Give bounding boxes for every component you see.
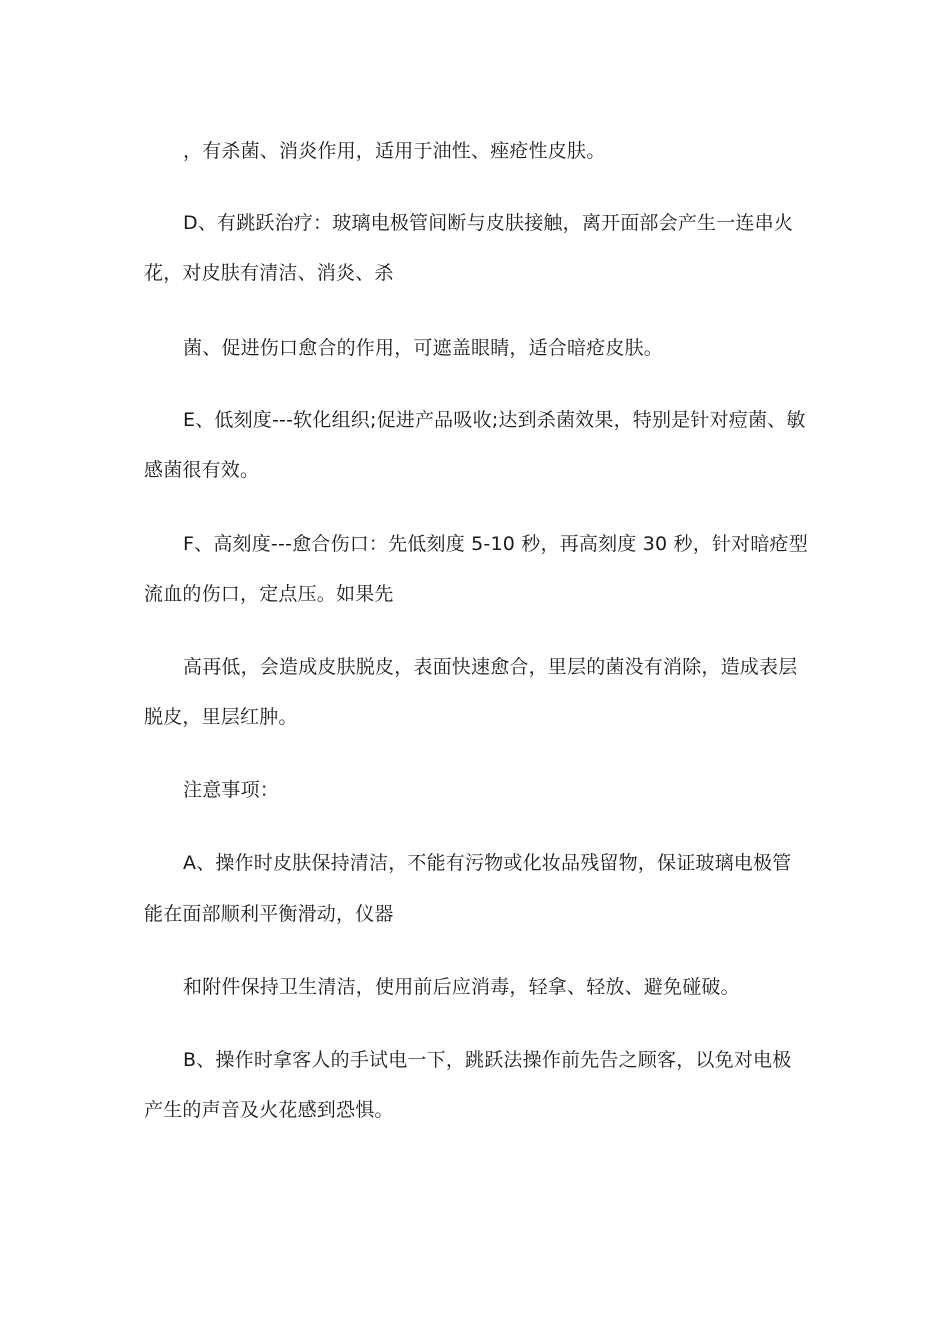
text-line-13: 能在面部顺利平衡滑动，仪器 (144, 903, 394, 925)
notes-heading: 注意事项： (183, 779, 280, 801)
text-line-7: F、高刻度---愈合伤口：先低刻度 5-10 秒，再高刻度 30 秒，针对暗疮型 (183, 533, 808, 555)
text-line-14: 和附件保持卫生清洁，使用前后应消毒，轻拿、轻放、避免碰破。 (183, 976, 740, 998)
text-line-10: 脱皮，里层红肿。 (144, 706, 298, 728)
text-line-16: 产生的声音及火花感到恐惧。 (144, 1099, 394, 1121)
text-line-4: 菌、促进伤口愈合的作用，可遮盖眼睛，适合暗疮皮肤。 (183, 337, 664, 359)
text-line-2: D、有跳跃治疗：玻璃电极管间断与皮肤接触，离开面部会产生一连串火 (183, 212, 794, 234)
text-line-9: 高再低，会造成皮肤脱皮，表面快速愈合，里层的菌没有消除，造成表层 (183, 656, 798, 678)
text-line-3: 花，对皮肤有清洁、消炎、杀 (144, 262, 394, 284)
text-line-6: 感菌很有效。 (144, 459, 260, 481)
text-line-8: 流血的伤口，定点压。如果先 (144, 583, 394, 605)
text-line-12: A、操作时皮肤保持清洁，不能有污物或化妆品残留物，保证玻璃电极管 (183, 852, 792, 874)
text-line-1: ，有杀菌、消炎作用，适用于油性、痤疮性皮肤。 (183, 140, 606, 162)
text-line-5: E、低刻度---软化组织;促进产品吸收;达到杀菌效果，特别是针对痘菌、敏 (183, 409, 806, 431)
text-line-15: B、操作时拿客人的手试电一下，跳跃法操作前先告之顾客，以免对电极 (183, 1049, 792, 1071)
